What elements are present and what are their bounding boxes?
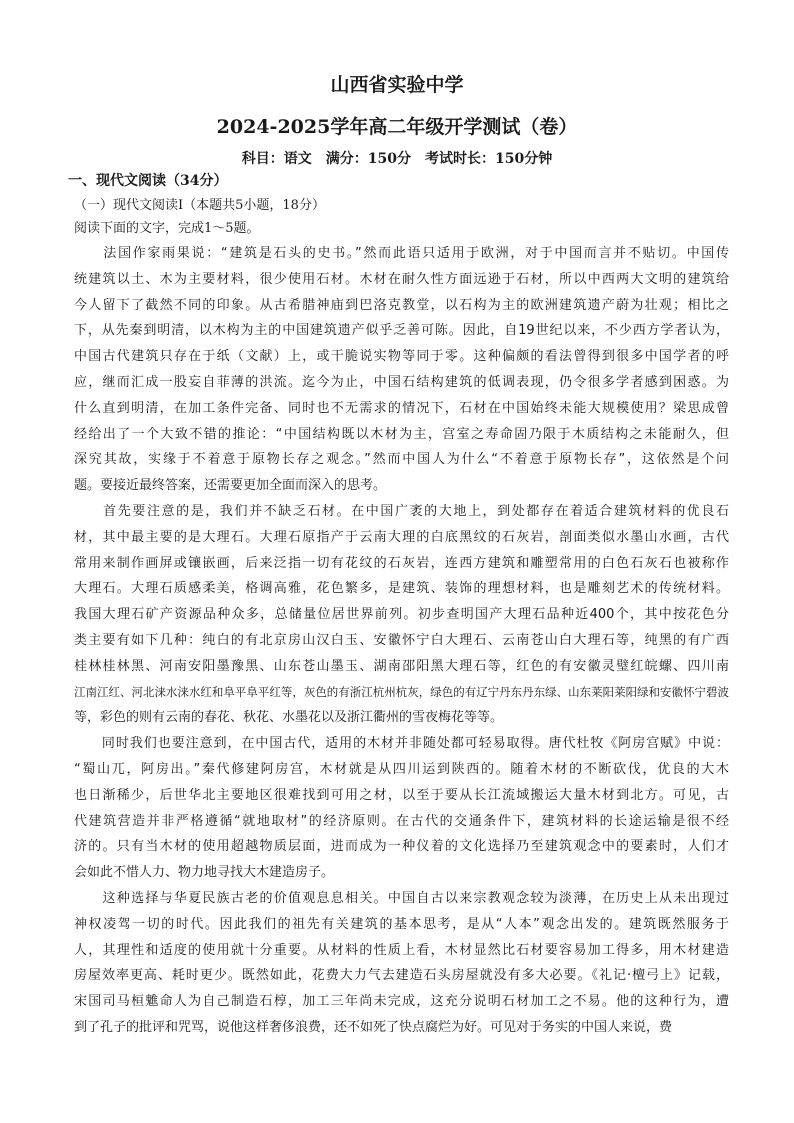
passage-line: 江南江红、河北涞水涞水红和阜平阜平红等，灰色的有浙江杭州杭灰，绿色的有辽宁丹东丹东绿、山东莱阳莱阳绿和安徽怀宁碧波 bbox=[74, 684, 729, 699]
passage-line: 统建筑以土、木为主要材料，很少使用石材。木材在耐久性方面远逊于石材，所以中西两大文明的建筑给 bbox=[74, 271, 729, 287]
exam-title: 2024-2025学年高二年级开学测试（卷） bbox=[216, 116, 578, 138]
passage-line: “蜀山兀，阿房出。”秦代修建阿房宫，木材就是从四川运到陕西的。随着木材的不断砍伐，优良的大木 bbox=[74, 762, 729, 777]
reading-instruction: 阅读下面的文字，完成1～5题。 bbox=[74, 221, 260, 236]
passage-line: 应，继而汇成一股妄自菲薄的洪流。迄今为止，中国石结构建筑的低调表现，仍令很多学者感到困惑。为 bbox=[74, 375, 729, 390]
section-heading: 一、现代文阅读（34分） bbox=[68, 173, 228, 189]
school-title: 山西省实验中学 bbox=[330, 74, 464, 96]
passage-line: 深究其故，实缘于不着意于原物长存之观念。”然而中国人为什么“不着意于原物长存”，这依然是个问 bbox=[74, 452, 729, 468]
passage-line: 济的。只有当木材的使用超越物质层面，进而成为一种仪着的文化选择乃至建筑观念中的要素时，人们才 bbox=[74, 839, 729, 855]
passage-line: 材，其中最主要的是大理石。大理石原指产于云南大理的白底黑纹的石灰岩，剖面类似水墨山水画，古代 bbox=[74, 529, 729, 545]
passage-line: 桂林桂林黑、河南安阳墨豫黑、山东苍山墨玉、湖南邵阳黑大理石等，红色的有安徽灵璧红皖螺、四川南 bbox=[74, 658, 729, 674]
passage-line: 首先要注意的是，我们并不缺乏石材。在中国广袤的大地上，到处都存在着适合建筑材料的优良石 bbox=[74, 504, 729, 519]
passage-line: 类主要有如下几种：纯白的有北京房山汉白玉、安徽怀宁白大理石、云南苍山白大理石等，纯黑的有广西 bbox=[74, 633, 729, 648]
passage-line: 代建筑营造并非严格遵循“就地取材”的经济原则。在古代的交通条件下，建筑材料的长途运输是很不经 bbox=[74, 813, 729, 829]
passage-line: 题。要接近最终答案，还需要更加全面而深入的思考。 bbox=[74, 478, 387, 494]
passage-line: 也日渐稀少，后世华北主要地区很难找到可用之材，以至于要从长江流域搬运大量木材到北方。可见，古 bbox=[74, 787, 729, 803]
passage-line: 我国大理石矿产资源品种众多，总储量位居世界前列。初步查明国产大理石品种近400个，其中按花色分 bbox=[74, 607, 729, 623]
section-subheading: （一）现代文阅读Ⅰ（本题共5小题，18分） bbox=[74, 198, 325, 213]
passage-line: 房屋效率更高、耗时更少。既然如此，花费大力气去建造石头房屋就没有多大必要。《礼记·檀弓上》记载， bbox=[74, 968, 729, 984]
passage-line: 经给出了一个大致不错的推论：“中国结构既以木材为主，宫室之寿命固乃限于木质结构之未能耐久，但 bbox=[74, 426, 729, 442]
passage-line: 下，从先秦到明清，以木构为主的中国建筑遗产似乎乏善可陈。因此，自19世纪以来，不少西方学者认为， bbox=[74, 323, 729, 339]
passage-line: 今人留下了截然不同的印象。从古希腊神庙到巴洛克教堂，以石构为主的欧洲建筑遗产蔚为壮观；相比之 bbox=[74, 297, 729, 313]
exam-meta: 科目：语文 满分：150分 考试时长：150分钟 bbox=[241, 151, 553, 167]
passage-line: 等，彩色的则有云南的春花、秋花、水墨花以及浙江衢州的雪夜梅花等等。 bbox=[74, 710, 504, 726]
passage-line: 什么直到明清，在加工条件完备、同时也不无需求的情况下，石材在中国始终未能大规模使用？梁思成曾 bbox=[74, 400, 729, 416]
passage-line: 这种选择与华夏民族古老的价值观息息相关。中国自古以来宗教观念较为淡薄，在历史上从未出现过 bbox=[74, 891, 729, 906]
passage-line: 会如此不惜人力、物力地寻找大木建造房子。 bbox=[74, 865, 335, 881]
passage-line: 神权凌驾一切的时代。因此我们的祖先有关建筑的基本思考，是从“人本”观念出发的。建筑既然服务于 bbox=[74, 916, 729, 932]
passage-line: 常用来制作画屏或镶嵌画，后来泛指一切有花纹的石灰岩，连西方建筑和雕塑常用的白色石灰石也被称作 bbox=[74, 555, 729, 571]
passage-line: 到了孔子的批评和咒骂，说他这样奢侈浪费，还不如死了快点腐烂为好。可见对于务实的中国人来说，费 bbox=[74, 1020, 673, 1035]
passage-line: 人，其理性和适度的使用就十分重要。从材料的性质上看，木材显然比石材要容易加工得多，用木材建造 bbox=[74, 942, 729, 958]
passage-line: 大理石。大理石质感柔美，格调高雅，花色繁多，是建筑、装饰的理想材料，也是雕刻艺术的传统材料。 bbox=[74, 581, 729, 597]
passage-line: 中国古代建筑只存在于纸（文献）上，或干脆说实物等同于零。这种偏颇的看法曾得到很多中国学者的呼 bbox=[74, 349, 729, 365]
passage-line: 宋国司马桓魋命人为自己制造石椁，加工三年尚未完成，这充分说明石材加工之不易。他的这种行为，遭 bbox=[74, 994, 729, 1010]
passage-line: 法国作家雨果说：“建筑是石头的史书。”然而此语只适用于欧洲，对于中国而言并不贴切。中国传 bbox=[74, 246, 729, 261]
passage-line: 同时我们也要注意到，在中国古代，适用的木材并非随处都可轻易取得。唐代杜牧《阿房宫赋》中说： bbox=[74, 736, 729, 752]
